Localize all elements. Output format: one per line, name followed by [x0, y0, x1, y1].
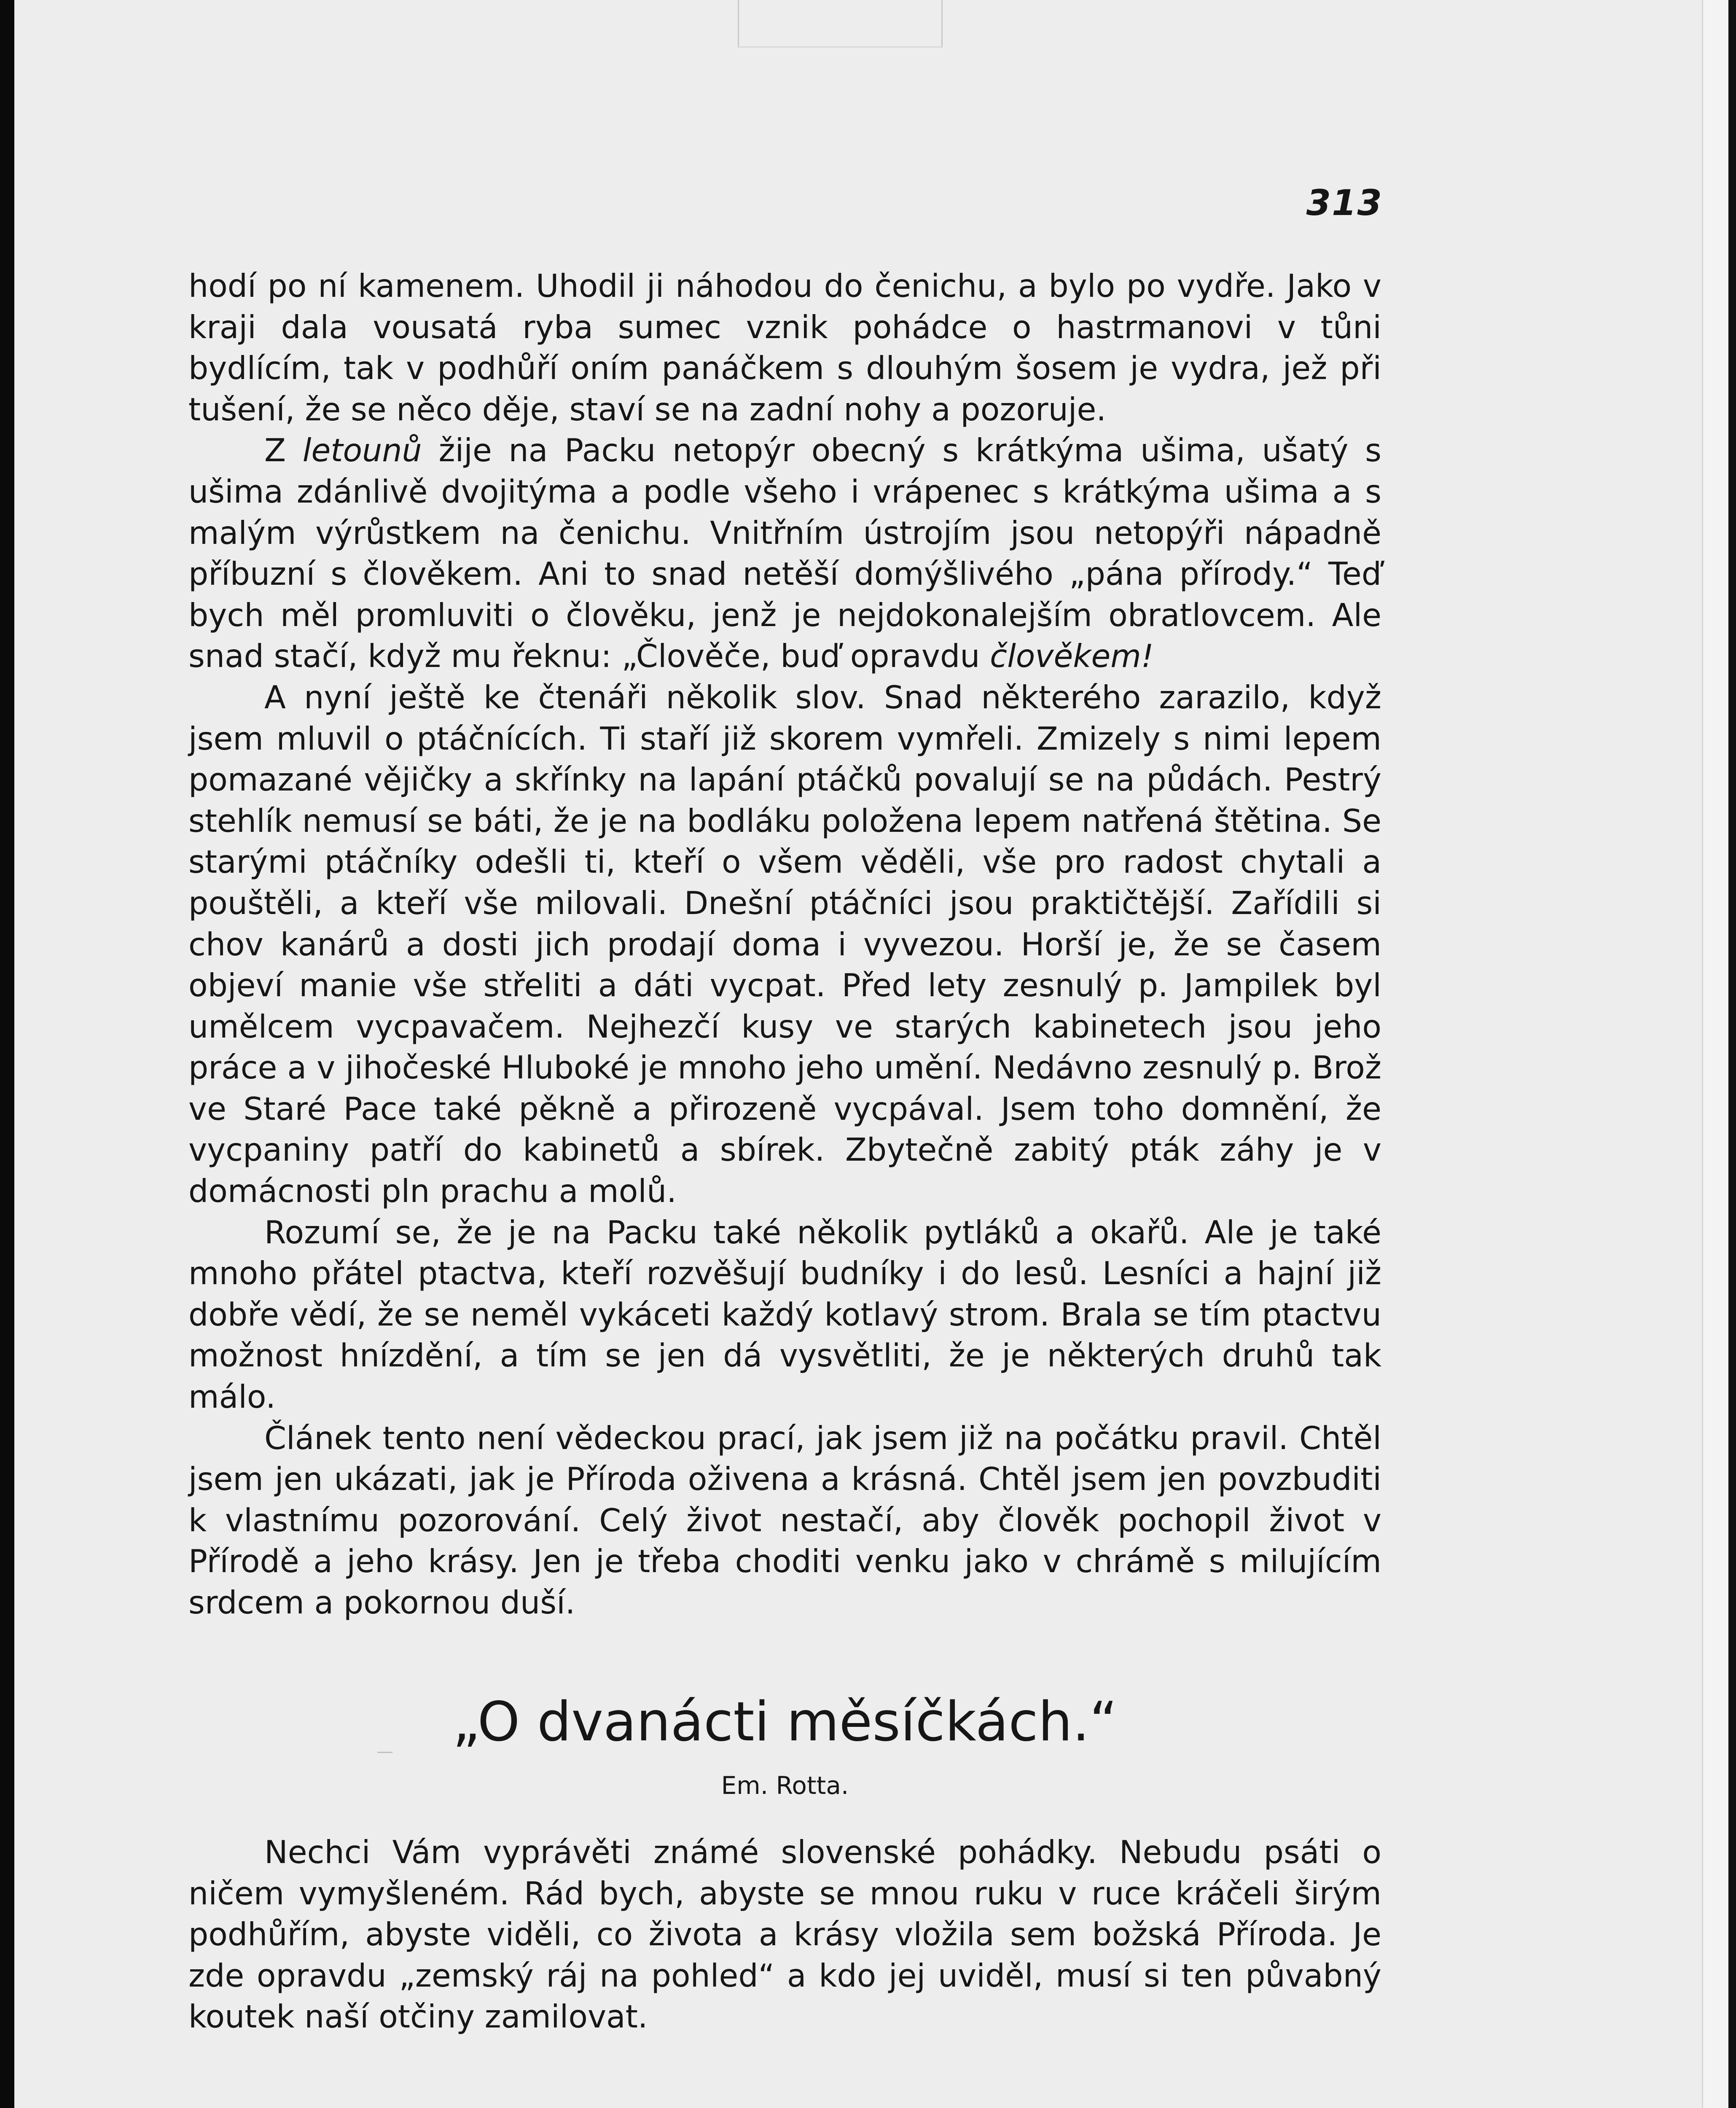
page-number: 313 [1306, 182, 1383, 223]
section-author: Em. Rotta. [721, 1771, 849, 1800]
paragraph [188, 1418, 1381, 1624]
scan-edge-left [0, 0, 14, 2108]
section-title: „O dvanácti měsíčkách.“ [452, 1691, 1118, 1753]
story-body [188, 1832, 1381, 2038]
scan-edge-right [1728, 0, 1736, 2108]
paragraph-text: A nyní ještě ke čtenáři několik slov. Snad některého zarazilo, když jsem mluvil o ptáčnících. Ti staří již skorem vymřeli. Zmizely s nimi lepem pomazané vějičky a skřínky na lapání ptáčků povalují se na půdách. Pestrý stehlík nemusí se báti, že je na bodláku položena lepem natřená štětina. Se starými ptáčníky odešli ti, kteří o všem věděli, vše pro radost chytali a pouštěli, a kteří vše milovali. Dnešní ptáčníci jsou praktičtější. Zařídili si chov kanárů a dosti jich prodají doma i vyvezou. Horší je, že se časem objeví manie vše střeliti a dáti vycpat. Před lety zesnulý p. Jampilek byl umělcem vycpavačem. Nejhezčí kusy ve starých kabinetech jsou jeho práce a v jihočeské Hluboké je mnoho jeho umění. Nedávno zesnulý p. Brož ve Staré Pace také pěkně a přirozeně vycpával. Jsem toho domnění, že vycpaniny patří do kabinetů a sbírek. Zbytečně zabitý pták záhy je v domácnosti pln prachu a molů. [188, 679, 1381, 1210]
paragraph-text: žije na Packu netopýr obecný s krátkýma ušima, ušatý s ušima zdánlivě dvojitýma a podle všeho i vrápenec s krátkýma ušima a s malým výrůstkem na čenichu. Vnitřním ústrojím jsou netopýři nápadně příbuzní s člověkem. Ani to snad netěší domýšlivého „pána přírody.“ Teď bych měl promluviti o člověku, jenž je nejdokonalejším obratlovcem. Ale snad stačí, když mu řeknu: „Člověče, buď opravdu [188, 432, 1381, 675]
paragraph-text: Z [264, 432, 303, 469]
paragraph [188, 430, 1381, 677]
emphasis-text: letounů [302, 432, 422, 469]
paragraph [188, 1212, 1381, 1418]
emphasis-text: člověkem! [990, 638, 1154, 675]
paragraph-text: Rozumí se, že je na Packu také několik pytláků a okařů. Ale je také mnoho přátel ptactva, kteří rozvěšují budníky i do lesů. Lesníci a hajní již dobře vědí, že se neměl vykáceti každý kotlavý strom. Brala se tím ptactvu možnost hnízdění, a tím se jen dá vysvětliti, že je některých druhů tak málo. [188, 1214, 1381, 1416]
paragraph-text: hodí po ní kamenem. Uhodil ji náhodou do čenichu, a bylo po vydře. Jako v kraji dala vousatá ryba sumec vznik pohádce o hastrmanovi v tůni bydlícím, tak v podhůří oním panáčkem s dlouhým šosem je vydra, jež při tušení, že se něco děje, staví se na zadní nohy a pozoruje. [188, 268, 1381, 428]
article-body [188, 266, 1381, 1624]
scan-top-mark [738, 0, 943, 48]
paragraph [188, 677, 1381, 1212]
scan-edge-right-strip [1702, 0, 1728, 2108]
paragraph-text: Článek tento není vědeckou prací, jak jsem již na počátku pravil. Chtěl jsem jen ukázati, jak je Příroda oživena a krásná. Chtěl jsem jen povzbuditi k vlastnímu pozorování. Celý život nestačí, aby člověk pochopil život v Přírodě a jeho krásy. Jen je třeba choditi venku jako v chrámě s milujícím srdcem a pokornou duší. [188, 1420, 1381, 1621]
paragraph [188, 266, 1381, 430]
paragraph: Nechci Vám vyprávěti známé slovenské pohádky. Nebudu psáti o ničem vymyšleném. Rád bych, abyste se mnou ruku v ruce kráčeli širým podhůřím, abyste viděli, co života a krásy vložila sem božská Příroda. Je zde opravdu „zemský ráj na pohled“ a kdo jej uviděl, musí si ten půvabný koutek naší otčiny zamilovat. [188, 1834, 1381, 2035]
